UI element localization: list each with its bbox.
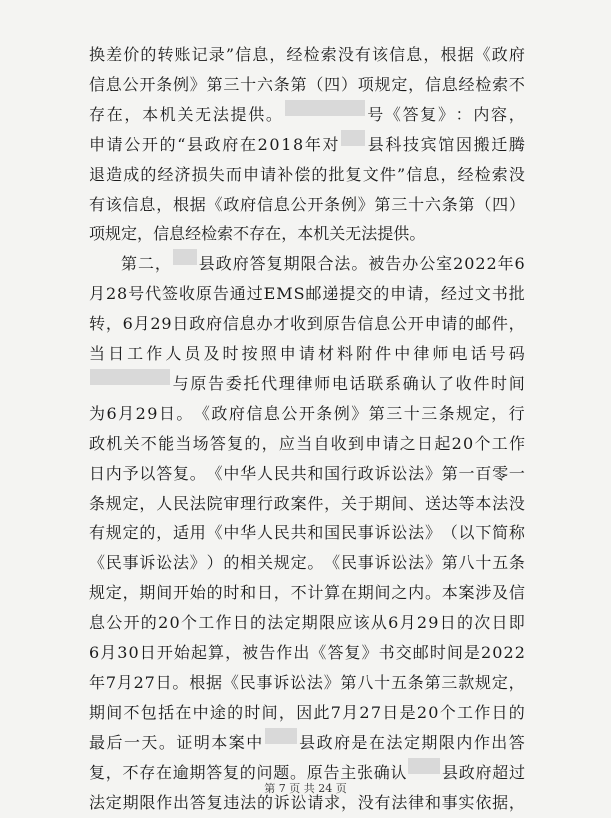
text-line: 信 息 公 开 条 例 》 第 三 十 六 条 第 （ 四 ） 项 规 定 ， 信 息 经 检 索 不 <box>89 74 525 94</box>
text-line: 最 后 一 天 。 证 明 本 案 中 县 政 府 是 在 法 定 期 限 内 作 出 答 <box>89 728 525 758</box>
text-line: 转 ， 6 月 2 9 日 政 府 信 息 办 才 收 到 原 告 信 息 公 开 申 请 的 邮 件 ， <box>89 314 525 334</box>
text-line: 有 该 信 息 ， 根 据 《 政 府 信 息 公 开 条 例 》 第 三 十 六 条 第 （ 四 ） <box>89 194 525 214</box>
text-line: 复 ， 不 存 在 逾 期 答 复 的 问 题 。 原 告 主 张 确 认 县 政 府 超 过 <box>89 758 525 788</box>
text-line: 当 日 工 作 人 员 及 时 按 照 申 请 材 料 附 件 中 律 师 电 话 号 码 <box>89 344 525 363</box>
text-line: 日 内 予 以 答 复 。 《 中 华 人 民 共 和 国 行 政 诉 讼 法 》 第 一 百 零 一 <box>89 463 525 483</box>
text-line: 月 2 8 号 代 签 收 原 告 通 过 E M S 邮 递 提 交 的 申 请 ， 经 过 文 书 批 <box>89 284 525 304</box>
redaction-mark <box>341 130 365 146</box>
redaction-mark <box>265 728 297 744</box>
text-line: 息 公 开 的 2 0 个 工 作 日 的 法 定 期 限 应 该 从 6 月 2 9 日 的 次 日 即 <box>89 613 525 633</box>
text-line: 为 6 月 2 9 日 。 《 政 府 信 息 公 开 条 例 》 第 三 十 三 条 规 定 ， 行 <box>89 403 525 423</box>
redaction-mark <box>90 369 170 385</box>
text-line: 条 规 定 ， 人 民 法 院 审 理 行 政 案 件 ， 关 于 期 间 、 送 达 等 本 法 没 <box>89 493 525 513</box>
text-line: 期 间 不 包 括 在 中 途 的 时 间 ， 因 此 7 月 2 7 日 是 2 0 个 工 作 日 的 <box>89 702 525 722</box>
page-number-footer: 第 7 页 共 24 页 <box>264 782 347 795</box>
text-line: 申 请 公 开 的 “ 县 政 府 在 2 0 1 8 年 对 县 科 技 宾 馆 因 搬 迁 腾 <box>89 130 525 160</box>
text-line: 第 二 ， 县 政 府 答 复 期 限 合 法 。 被 告 办 公 室 2 0 2 2 年 6 <box>121 249 525 279</box>
text-line: 政 机 关 不 能 当 场 答 复 的 ， 应 当 自 收 到 申 请 之 日 起 2 0 个 工 作 <box>89 433 525 453</box>
redaction-mark <box>408 758 440 774</box>
text-line: 退 造 成 的 经 济 损 失 而 申 请 补 偿 的 批 复 文 件 ” 信 息 ， 经 检 索 没 <box>89 164 525 184</box>
text-line: 有 规 定 的 ， 适 用 《 中 华 人 民 共 和 国 民 事 诉 讼 法 》 （ 以 下 简 称 <box>89 523 525 543</box>
text-line: 存 在 ， 本 机 关 无 法 提 供 。 号 《 答 复 》 ： 内 容 ， <box>89 100 525 130</box>
text-line: 项 规 定 ， 信 息 经 检 索 不 存 在 ， 本 机 关 无 法 提 供 。 <box>89 224 426 244</box>
text-line: 法 定 期 限 作 出 答 复 违 法 的 诉 讼 请 求 ， 没 有 法 律 和 事 实 依 据 ， <box>89 792 525 812</box>
text-line: 换 差 价 的 转 账 记 录 ” 信 息 ， 经 检 索 没 有 该 信 息 ， 根 据 《 政 府 <box>89 45 525 64</box>
text-line: 与 原 告 委 托 代 理 律 师 电 话 联 系 确 认 了 收 件 时 间 <box>89 369 525 399</box>
text-line: 年 7 月 2 7 日 。 根 据 《 民 事 诉 讼 法 》 第 八 十 五 条 第 三 款 规 定 ， <box>89 672 525 692</box>
redaction-mark <box>285 100 365 116</box>
text-line: 规 定 ， 期 间 开 始 的 时 和 日 ， 不 计 算 在 期 间 之 内 。 本 案 涉 及 信 <box>89 583 525 603</box>
text-line: 6 月 3 0 日 开 始 起 算 ， 被 告 作 出 《 答 复 》 书 交 邮 时 间 是 2 0 2 2 <box>89 643 525 662</box>
text-line: 《 民 事 诉 讼 法 》 ） 的 相 关 规 定 。 《 民 事 诉 讼 法 》 第 八 十 五 条 <box>89 553 525 573</box>
redaction-mark <box>173 249 197 265</box>
